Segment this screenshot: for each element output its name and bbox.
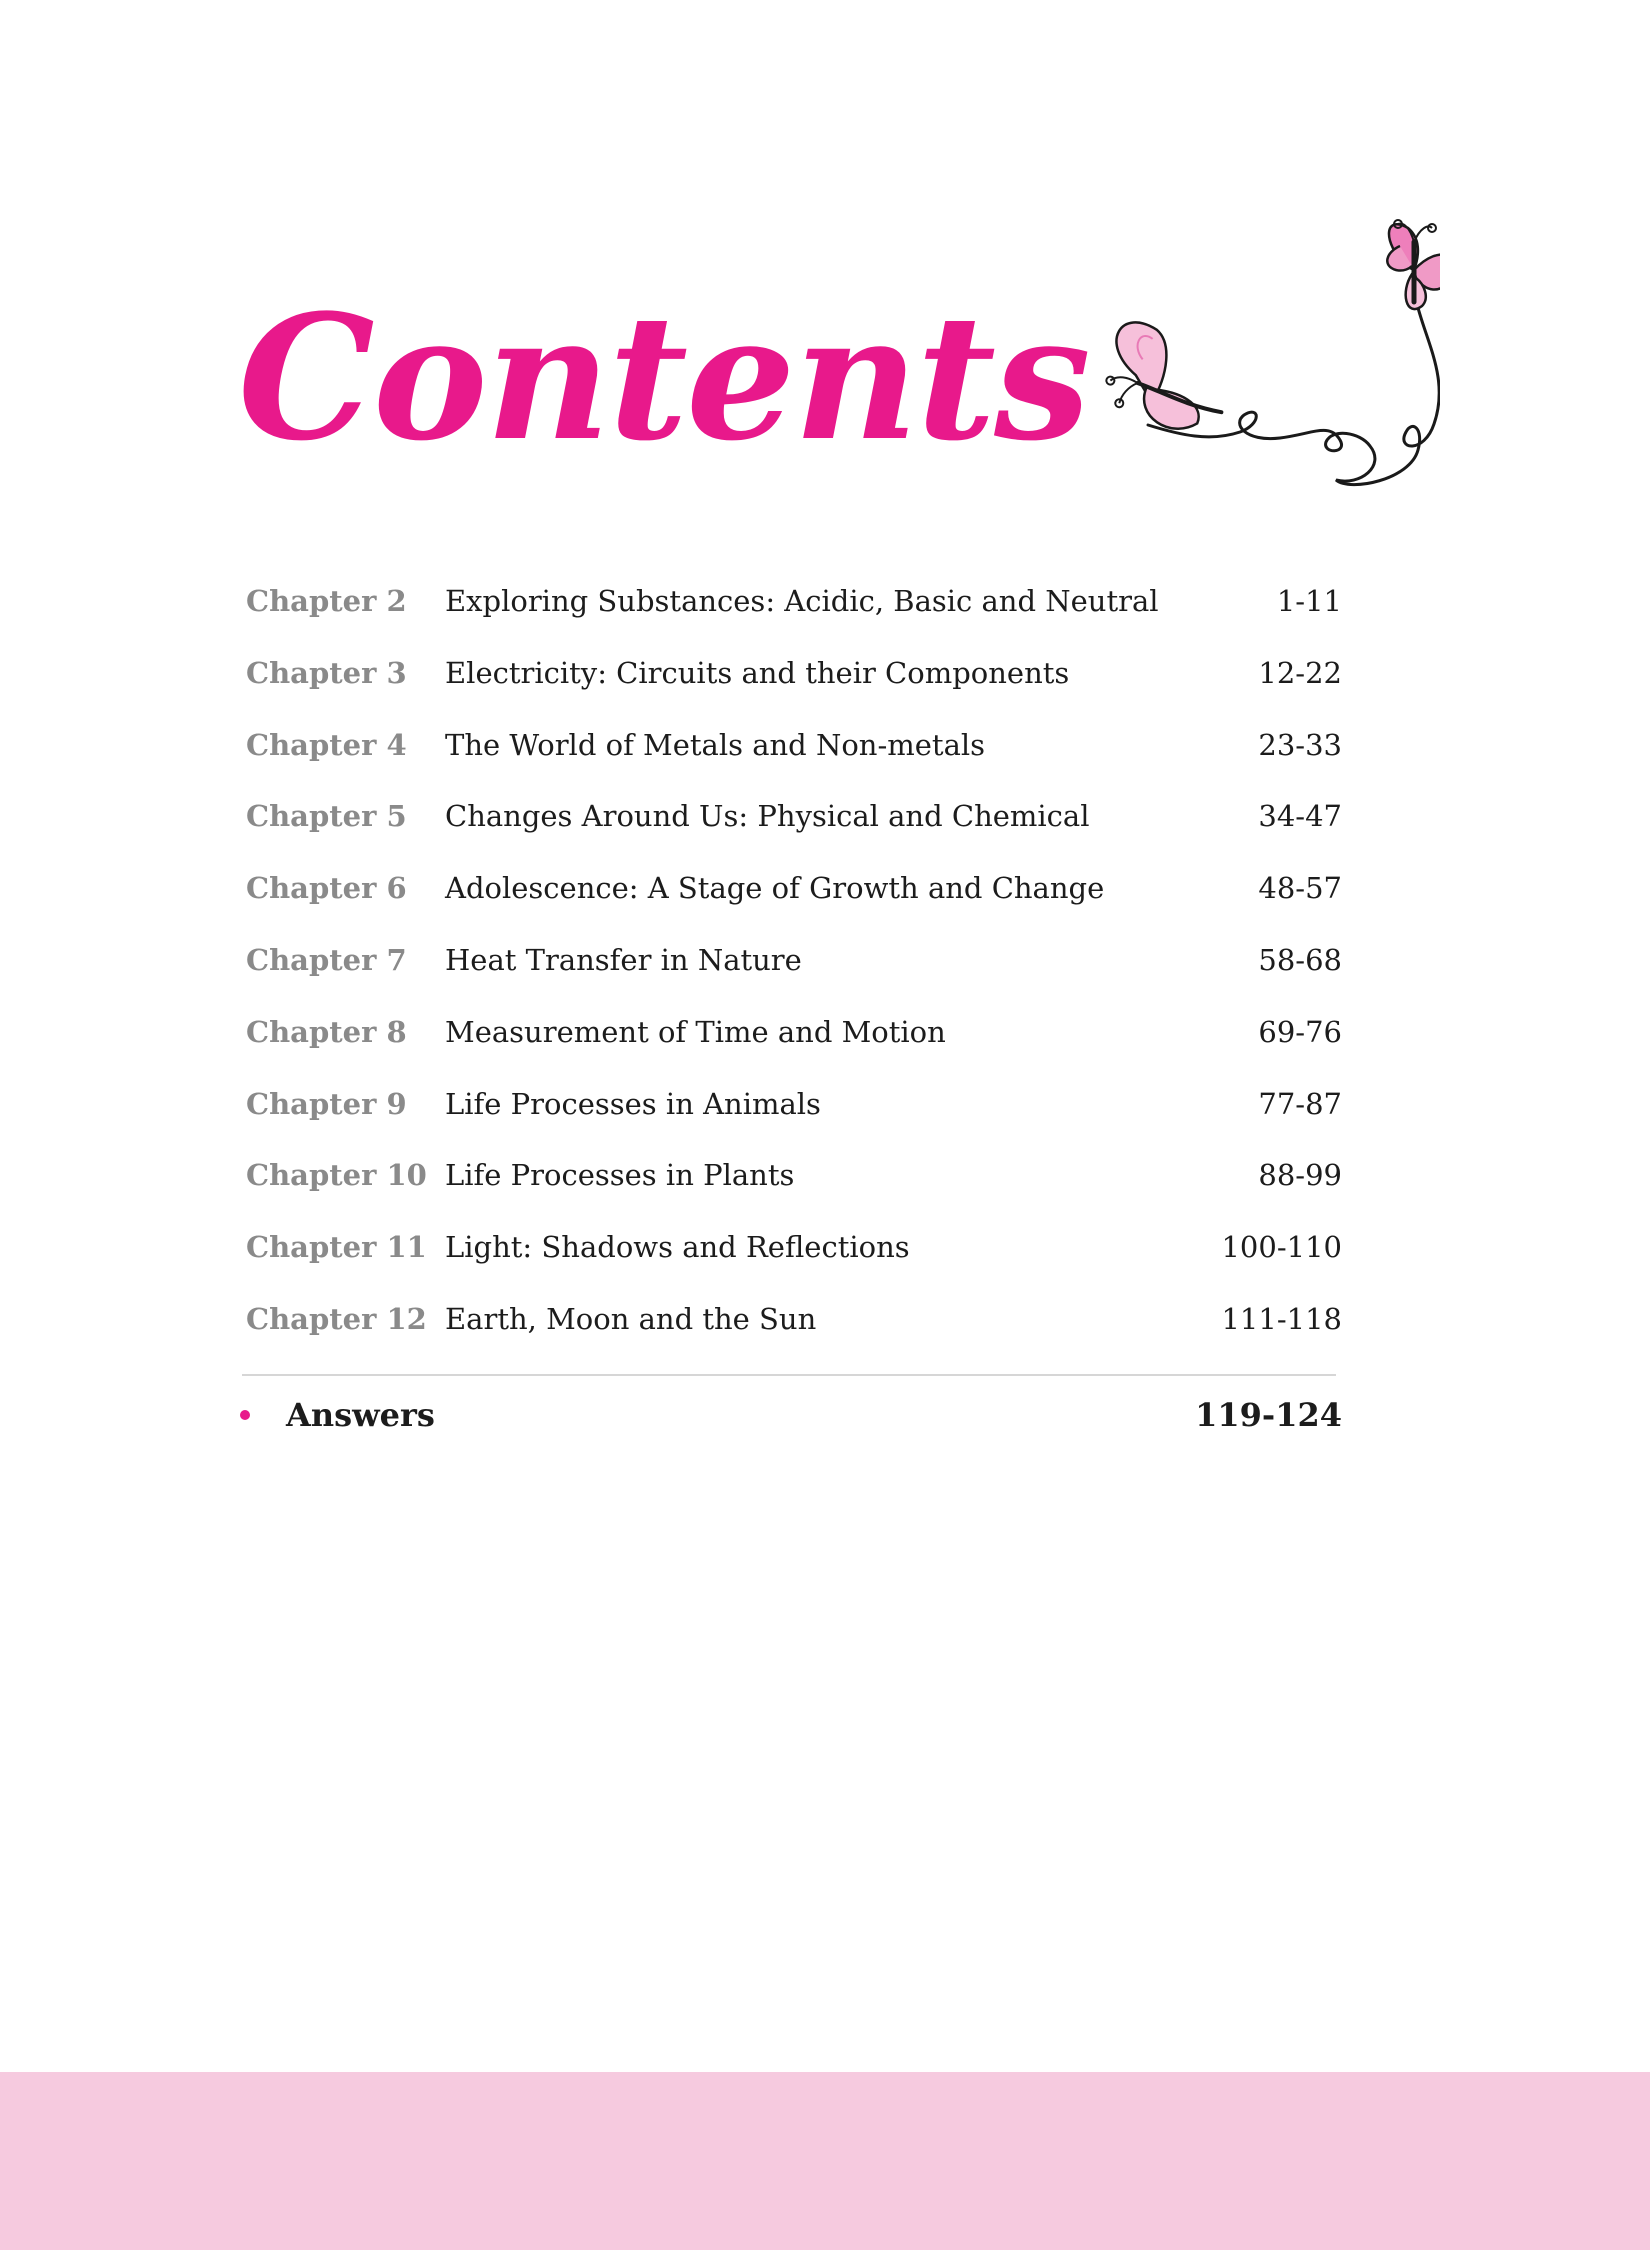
page-range: 100-110 <box>1221 1230 1342 1265</box>
chapter-number: Chapter 7 <box>246 942 407 977</box>
chapter-number: Chapter 11 <box>246 1230 427 1265</box>
toc-row[interactable] <box>246 799 1342 871</box>
chapter-title: Earth, Moon and the Sun <box>445 1301 817 1336</box>
page-range: 111-118 <box>1221 1301 1342 1336</box>
page-title: Contents <box>238 276 1089 479</box>
footer-band <box>0 2072 1650 2250</box>
toc-row[interactable] <box>246 584 1342 656</box>
toc-row[interactable] <box>246 1230 1342 1302</box>
page-range: 69-76 <box>1258 1014 1342 1049</box>
page-range: 48-57 <box>1258 871 1342 906</box>
chapter-title: Life Processes in Plants <box>445 1158 795 1193</box>
toc-row[interactable] <box>246 656 1342 728</box>
chapter-number: Chapter 10 <box>246 1158 427 1193</box>
chapter-title: Heat Transfer in Nature <box>445 942 802 977</box>
divider <box>242 1374 1336 1376</box>
chapter-number: Chapter 4 <box>246 727 407 762</box>
chapter-title: Light: Shadows and Reflections <box>445 1230 910 1265</box>
chapter-title: Life Processes in Animals <box>445 1086 821 1121</box>
table-of-contents <box>246 584 1342 1374</box>
chapter-number: Chapter 6 <box>246 871 407 906</box>
toc-row[interactable] <box>246 943 1342 1015</box>
chapter-number: Chapter 5 <box>246 799 407 834</box>
toc-row[interactable] <box>246 1087 1342 1159</box>
chapter-number: Chapter 12 <box>246 1301 427 1336</box>
chapter-title: Exploring Substances: Acidic, Basic and Neutral <box>445 584 1159 618</box>
chapter-title: Electricity: Circuits and their Components <box>445 655 1070 690</box>
chapter-title: The World of Metals and Non-metals <box>445 727 986 762</box>
bullet-icon <box>240 1410 250 1420</box>
page-range: 12-22 <box>1258 655 1342 690</box>
toc-row[interactable] <box>246 1015 1342 1087</box>
chapter-number: Chapter 2 <box>246 584 407 618</box>
page-range: 77-87 <box>1258 1086 1342 1121</box>
toc-row[interactable] <box>246 1302 1342 1374</box>
butterflies-icon <box>1040 210 1440 500</box>
chapter-title: Adolescence: A Stage of Growth and Change <box>445 871 1105 906</box>
toc-row[interactable] <box>246 871 1342 943</box>
chapter-number: Chapter 3 <box>246 655 407 690</box>
answers-page-range: 119-124 <box>1195 1396 1342 1434</box>
answers-label: Answers <box>286 1396 435 1434</box>
answers-row[interactable] <box>240 1396 1342 1440</box>
page-range: 34-47 <box>1258 799 1342 834</box>
page-range: 58-68 <box>1258 942 1342 977</box>
chapter-number: Chapter 8 <box>246 1014 407 1049</box>
chapter-title: Measurement of Time and Motion <box>445 1014 946 1049</box>
chapter-number: Chapter 9 <box>246 1086 407 1121</box>
toc-row[interactable] <box>246 728 1342 800</box>
page-range: 23-33 <box>1258 727 1342 762</box>
page-range: 1-11 <box>1276 584 1342 618</box>
chapter-title: Changes Around Us: Physical and Chemical <box>445 799 1090 834</box>
toc-row[interactable] <box>246 1158 1342 1230</box>
page-range: 88-99 <box>1258 1158 1342 1193</box>
